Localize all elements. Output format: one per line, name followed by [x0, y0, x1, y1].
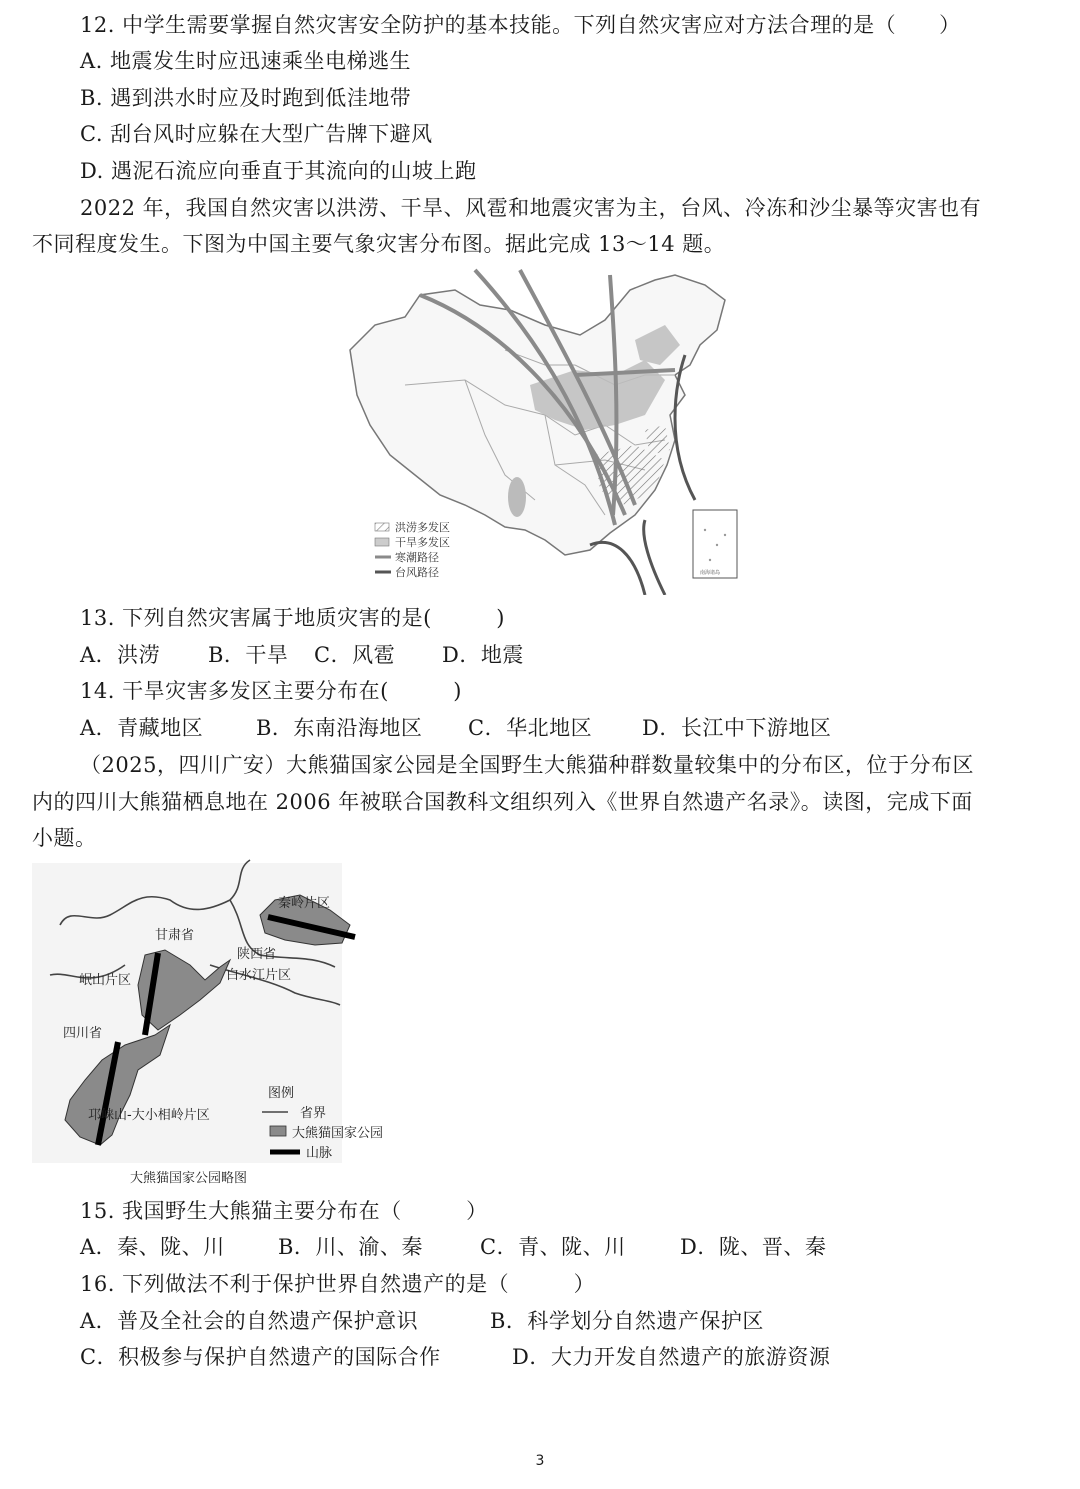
label-minshan: 岷山片区 [79, 973, 132, 988]
legend-typhoon: 台风路径 [395, 566, 439, 579]
label-qionglai: 邛崃山-大小相岭片区 [88, 1108, 210, 1123]
q15-option-c: C．青、陇、川 [480, 1235, 626, 1259]
q14-option-b: B．东南沿海地区 [256, 716, 423, 740]
q13-option-a: A．洪涝 [80, 643, 161, 667]
q16-options-row1 [80, 1306, 764, 1336]
legend-park: 大熊猫国家公园 [292, 1126, 384, 1141]
q16-options-row2 [80, 1342, 830, 1372]
legend-flood: 洪涝多发区 [395, 521, 450, 534]
label-qinling: 秦岭片区 [278, 896, 331, 911]
q16-option-a: A．普及全社会的自然遗产保护意识 [80, 1309, 419, 1333]
q14-options [80, 713, 831, 743]
q15-option-d: D．陇、晋、秦 [680, 1235, 827, 1259]
q12-option-c: C. 刮台风时应躲在大型广告牌下避风 [80, 122, 433, 146]
label-gansu: 甘肃省 [155, 928, 195, 943]
q14-option-a: A．青藏地区 [80, 716, 204, 740]
q13-stem: 13. 下列自然灾害属于地质灾害的是( ) [80, 606, 505, 630]
q15-options [80, 1232, 826, 1262]
legend-drought: 干旱多发区 [395, 536, 450, 549]
q14-stem: 14. 干旱灾害多发区主要分布在( ) [80, 679, 462, 703]
label-baishuijiang: 白水江片区 [226, 968, 292, 983]
legend-coldwave: 寒潮路径 [395, 551, 439, 564]
q14-option-d: D．长江中下游地区 [642, 716, 832, 740]
map-caption: 大熊猫国家公园略图 [130, 1171, 248, 1186]
legend-title: 图例 [268, 1086, 295, 1101]
label-sichuan: 四川省 [63, 1026, 103, 1041]
q15-option-a: A．秦、陇、川 [80, 1235, 225, 1259]
inset-label: 南海诸岛 [700, 570, 721, 576]
legend-mountain: 山脉 [306, 1146, 333, 1161]
q16-stem: 16. 下列做法不利于保护世界自然遗产的是（ ） [80, 1272, 596, 1296]
label-shaanxi: 陕西省 [237, 947, 277, 962]
passage2-line3: 小题。 [32, 826, 97, 850]
q12-option-d: D. 遇泥石流应向垂直于其流向的山坡上跑 [80, 159, 477, 183]
q12-option-a: A. 地震发生时应迅速乘坐电梯逃生 [80, 49, 412, 73]
q16-option-b: B．科学划分自然遗产保护区 [490, 1309, 764, 1333]
q12-option-b: B. 遇到洪水时应及时跑到低洼地带 [80, 86, 412, 110]
china-disaster-map [345, 265, 740, 595]
passage1-line1: 2022 年，我国自然灾害以洪涝、干旱、风雹和地震灾害为主，台风、冷冻和沙尘暴等灾害也有 [80, 196, 982, 220]
page-number: 3 [535, 1453, 545, 1469]
q13-option-b: B．干旱 [208, 643, 289, 667]
passage2-line2: 内的四川大熊猫栖息地在 2006 年被联合国教科文组织列入《世界自然遗产名录》。读图，完成下面 [32, 790, 973, 814]
q16-option-c: C．积极参与保护自然遗产的国际合作 [80, 1345, 441, 1369]
legend-boundary: 省界 [300, 1106, 327, 1121]
q15-option-b: B．川、渝、秦 [278, 1235, 423, 1259]
q15-stem: 15. 我国野生大熊猫主要分布在（ ） [80, 1199, 488, 1223]
passage2-line1: （2025，四川广安）大熊猫国家公园是全国野生大熊猫种群数量较集中的分布区，位于分布区 [80, 753, 974, 777]
q12-stem: 12. 中学生需要掌握自然灾害安全防护的基本技能。下列自然灾害应对方法合理的是（ ） [80, 13, 961, 37]
q13-options [80, 640, 524, 670]
passage1-line2: 不同程度发生。下图为中国主要气象灾害分布图。据此完成 13～14 题。 [32, 232, 726, 256]
q14-option-c: C．华北地区 [468, 716, 593, 740]
q13-option-d: D．地震 [442, 643, 524, 667]
panda-park-map [30, 855, 410, 1190]
q16-option-d: D．大力开发自然遗产的旅游资源 [512, 1345, 831, 1369]
q13-option-c: C．风雹 [314, 643, 396, 667]
